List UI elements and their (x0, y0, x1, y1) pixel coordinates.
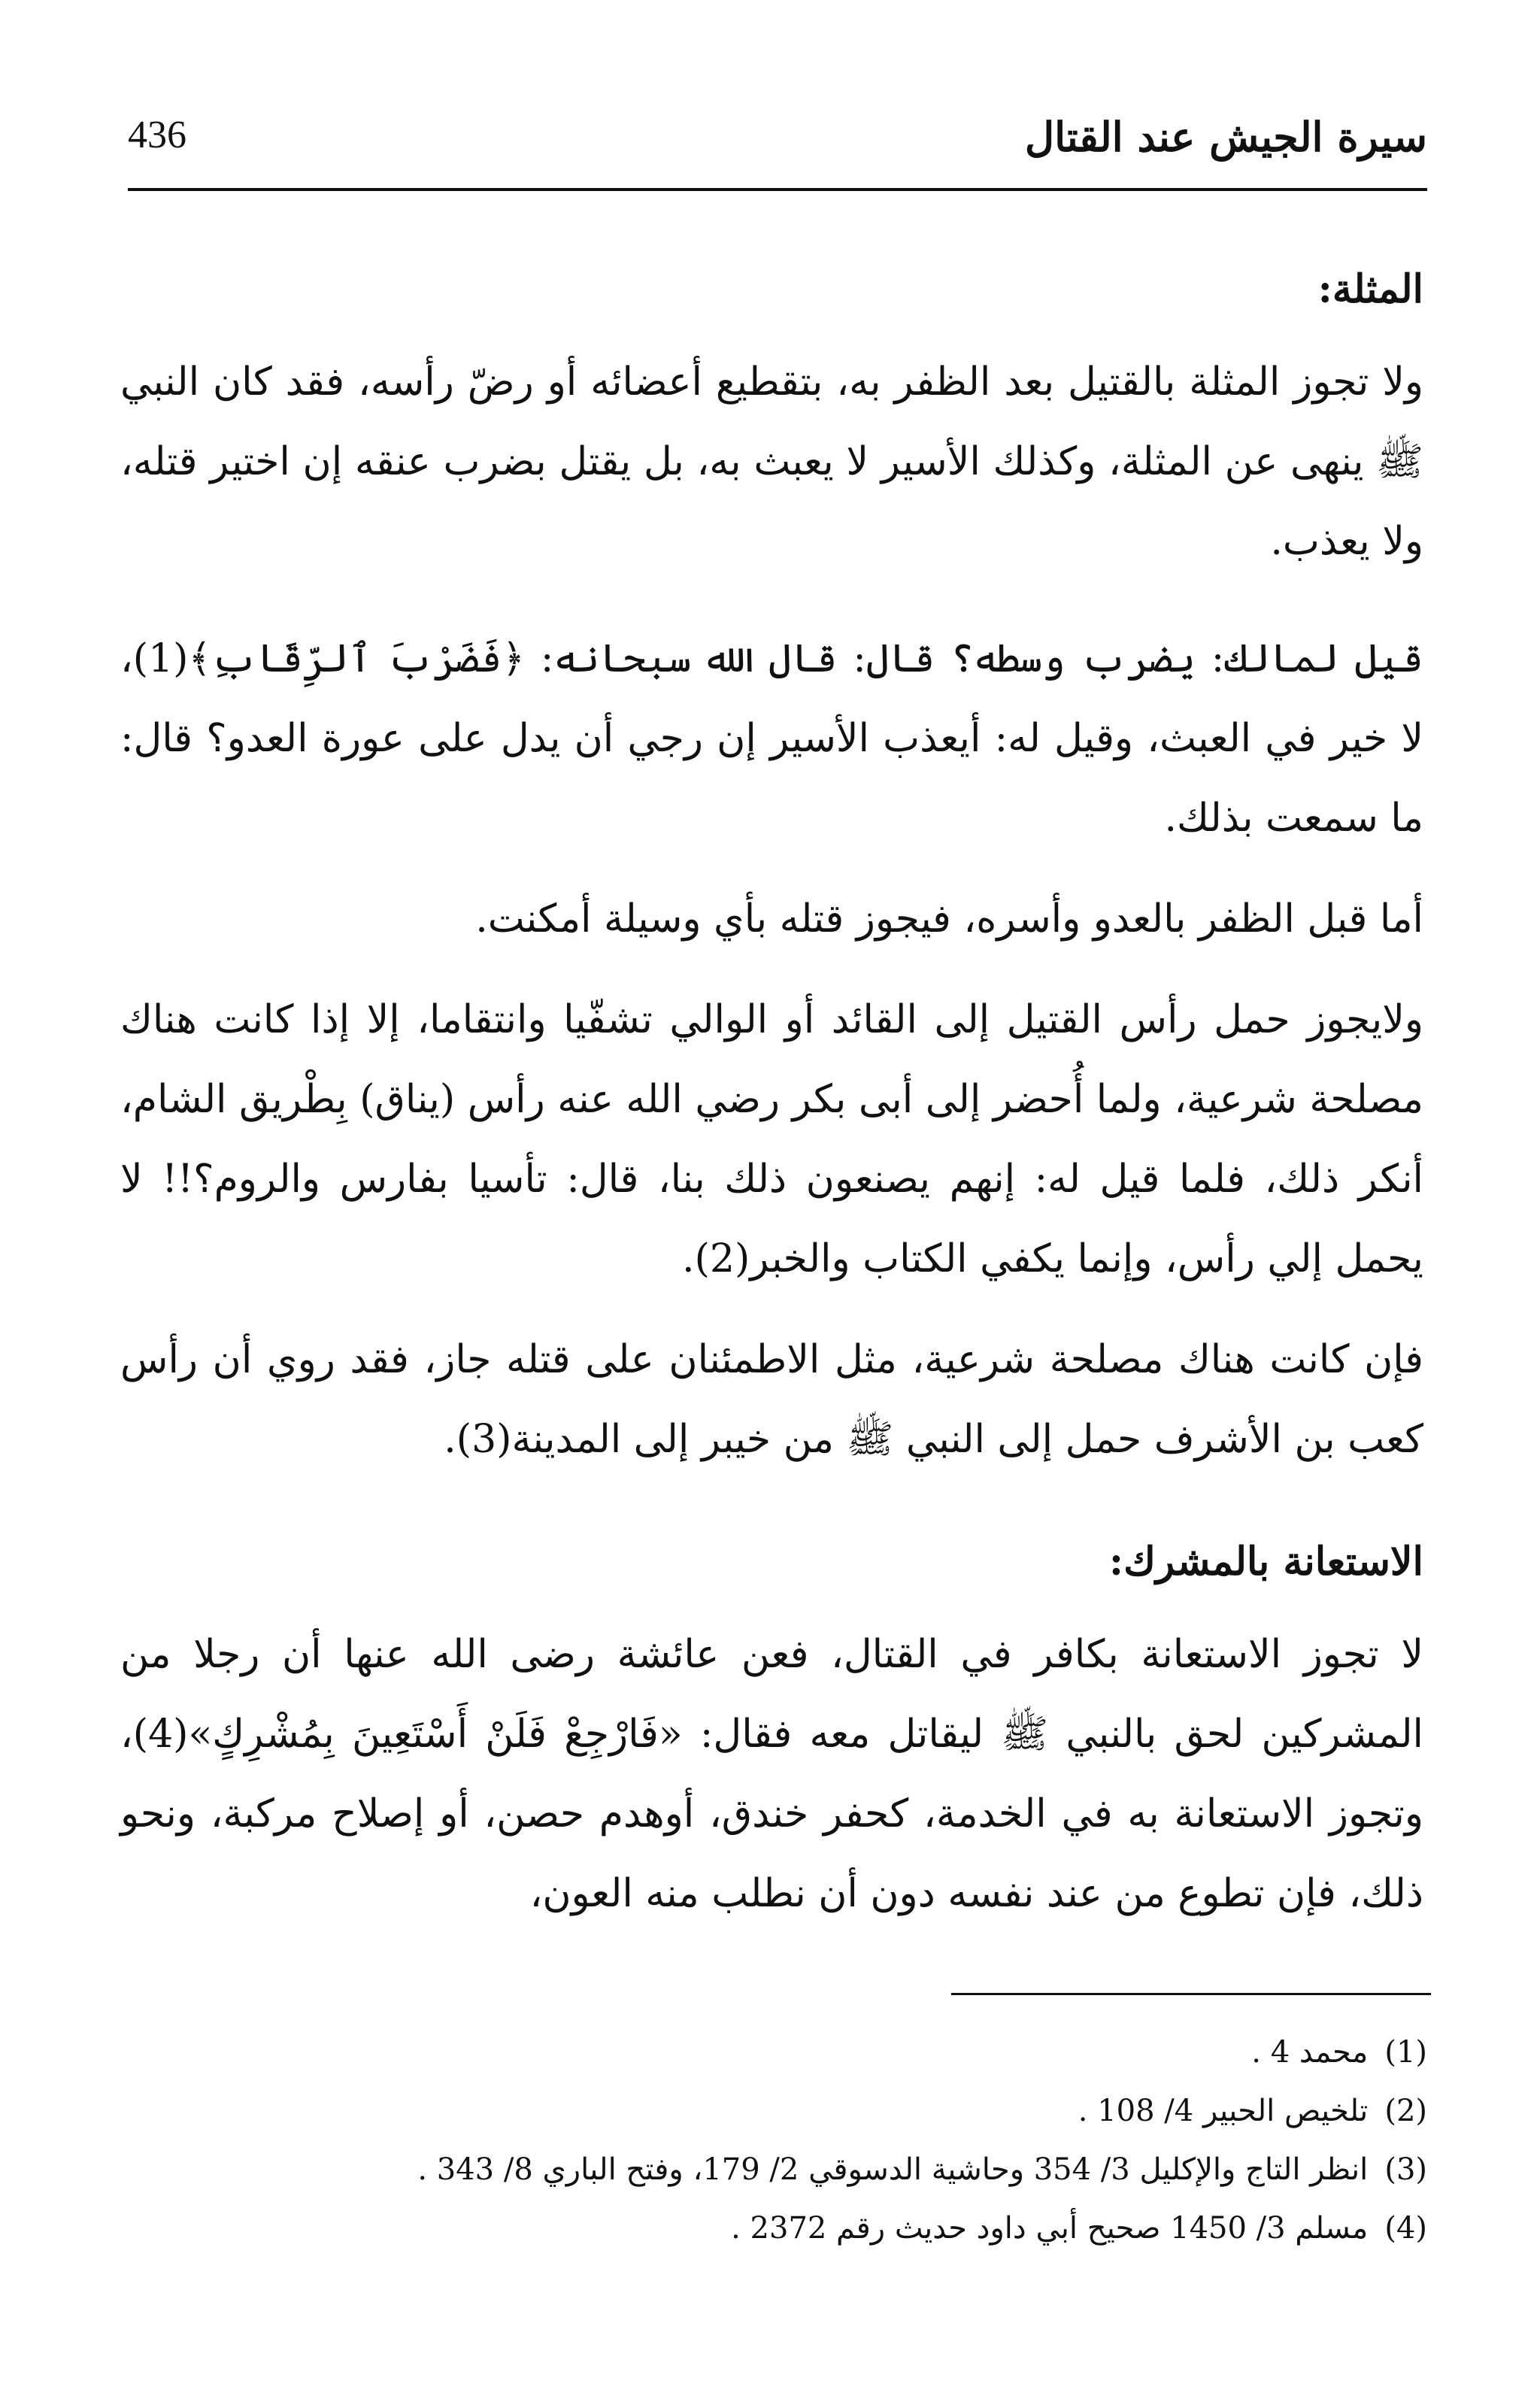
footnote-3 (248, 2140, 1427, 2199)
paragraph: لا تجوز الاستعانة بكافر في القتال، فعن عائشة رضى الله عنها أن رجلا من المشركين لحق بالنبي ﷺ ليقاتل معه فقال: «فَارْجِعْ فَلَنْ أَسْتَعِينَ بِمُشْرِكٍ»(4)، وتجوز الاستعانة به في الخدمة، كحفر خندق، أوهدم حصن، أو إصلاح مركبة، ونحو ذلك، فإن تطوع من عند نفسه دون أن نطلب منه العون، (120, 1632, 1423, 1916)
footnote-text: تلخيص الحبير 4/ 108 . (1078, 2094, 1369, 2128)
footnote-separator (951, 1993, 1431, 1995)
footnote-number: (3) (1384, 2152, 1427, 2187)
main-text (120, 259, 1423, 1955)
running-title: سيرة الجيش عند القتال (1024, 113, 1427, 161)
footnote-1 (248, 2023, 1427, 2082)
footnote-number: (1) (1384, 2035, 1427, 2070)
paragraph: ولايجوز حمل رأس القتيل إلى القائد أو الوالي تشفّيا وانتقاما، إلا إذا كانت هناك مصلحة شرعية، ولما أُحضر إلى أبى بكر رضي الله عنه رأس (يناق) بِطْريق الشام، أنكر ذلك، فلما قيل له: إنهم يصنعون ذلك بنا، قال: تأسيا بفارس والروم؟!! لا يحمل إلي رأس، وإنما يكفي الكتاب والخبر(2). (120, 997, 1423, 1281)
footnote-number: (4) (1384, 2211, 1427, 2246)
paragraph: أما قبل الظفر بالعدو وأسره، فيجوز قتله بأي وسيلة أمكنت. (475, 896, 1423, 942)
paragraph: ولا تجوز المثلة بالقتيل بعد الظفر به، بتقطيع أعضائه أو رضّ رأسه، فقد كان النبي ﷺ ينهى عن المثلة، وكذلك الأسير لا يعبث به، بل يقتل بضرب عنقه إن اختير قتله، ولا يعذب. (120, 359, 1423, 564)
page-number: 436 (128, 114, 186, 156)
footnote-text: انظر التاج والإكليل 3/ 354 وحاشية الدسوقي 2/ 179، وفتح الباري 8/ 343 . (417, 2152, 1369, 2187)
section-heading-seeking-help: الاستعانة بالمشرك: (1108, 1539, 1423, 1585)
footnote-text: مسلم 3/ 1450 صحيح أبي داود حديث رقم 2372 . (731, 2211, 1369, 2246)
header-rule (128, 188, 1427, 191)
paragraph: فإن كانت هناك مصلحة شرعية، مثل الاطمئنان على قتله جاز، فقد روي أن رأس كعب بن الأشرف حمل إلى النبي ﷺ من خيبر إلى المدينة(3). (120, 1337, 1423, 1462)
section-heading-mutilation: المثلة: (1317, 266, 1423, 312)
footnote-number: (2) (1384, 2094, 1427, 2128)
footnote-2 (248, 2082, 1427, 2140)
paragraph: قيل لمالك: يضرب وسطه؟ قال: قال الله سبحانه: ﴿فَضَرْبَ ٱلرِّقَابِ﴾(1)، لا خير في العبث، وقيل له: أيعذب الأسير إن رجي أن يدل على عورة العدو؟ قال: ما سمعت بذلك. (120, 636, 1423, 841)
footnotes (248, 2023, 1427, 2258)
page-header (128, 113, 1427, 165)
footnote-text: محمد 4 . (1251, 2035, 1369, 2070)
footnote-4 (248, 2199, 1427, 2258)
